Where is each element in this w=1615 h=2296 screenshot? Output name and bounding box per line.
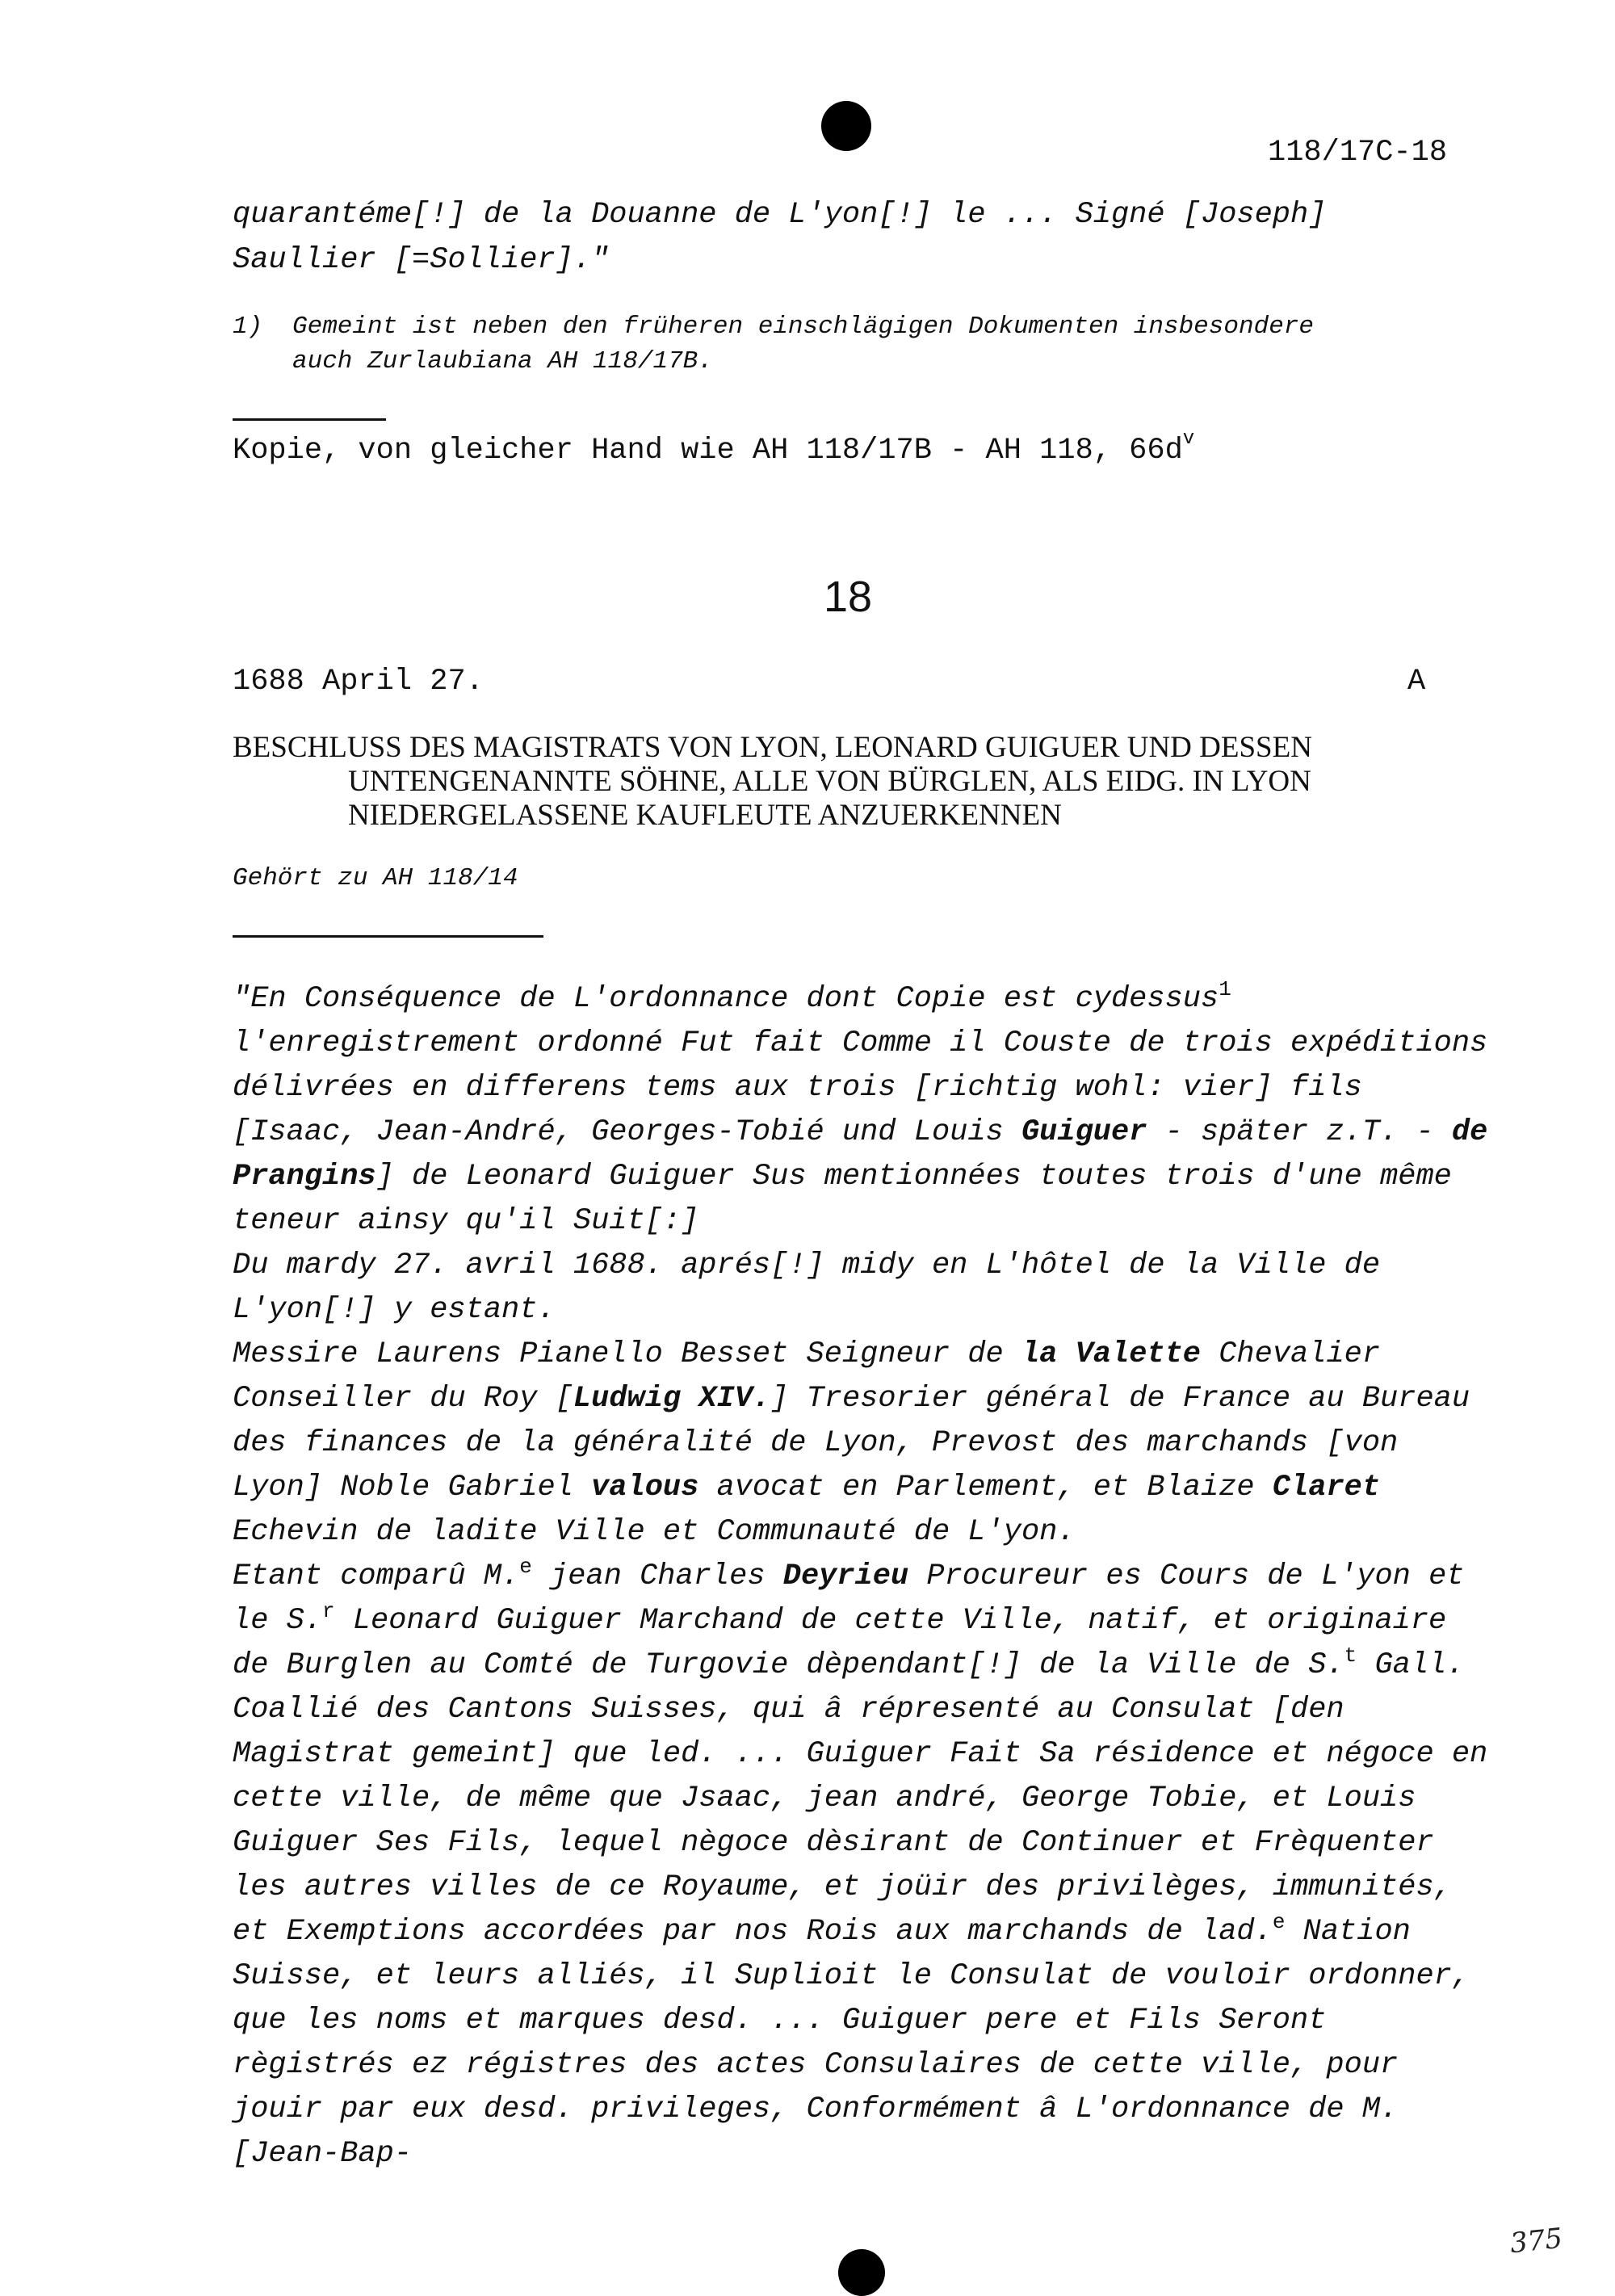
document-grade: A	[1407, 665, 1426, 699]
footnote	[233, 309, 1436, 379]
document-title	[233, 731, 1476, 833]
title-line-1: BESCHLUSS DES MAGISTRATS VON LYON, LEONARD GUIGUER UND DESSEN	[233, 731, 1312, 764]
page-reference: 118/17C-18	[1268, 136, 1448, 170]
belongs-to-note: Gehört zu AH 118/14	[233, 864, 518, 892]
transcription-body	[233, 977, 1492, 2176]
document-date: 1688 April 27.	[233, 665, 484, 699]
title-line-2: UNTENGENANNTE SÖHNE, ALLE VON BÜRGLEN, ALS EIDG. IN LYON	[348, 765, 1311, 798]
footnote-line2: auch Zurlaubiana AH 118/17B.	[292, 347, 713, 376]
footnote-line1: Gemeint ist neben den früheren einschlägigen Dokumenten insbesondere	[292, 313, 1315, 341]
source-note	[233, 428, 1195, 468]
footnote-number: 1)	[233, 313, 263, 341]
paragraph-3: Messire Laurens Pianello Besset Seigneur de la Valette Chevalier Conseiller du Roy [Ludwig XIV.] Tresorier général de France au Bureau des finances de la généralité de Lyon, Prevost des marchands [von Lyon] Noble Gabriel valous avocat en Parlement, et Blaize Claret Echevin de ladite Ville et Communauté de L'yon.	[233, 1337, 1470, 1549]
punch-hole-bottom	[838, 2249, 885, 2296]
divider-rule-2	[233, 935, 543, 938]
punch-hole-top	[821, 101, 871, 151]
source-text: Kopie, von gleicher Hand wie AH 118/17B - AH 118, 66d	[233, 434, 1183, 468]
title-line-3: NIEDERGELASSENE KAUFLEUTE ANZUERKENNEN	[348, 799, 1062, 832]
handwritten-page-mark: 375	[1508, 2222, 1564, 2260]
divider-rule-1	[233, 418, 386, 421]
paragraph-1: "En Conséquence de L'ordonnance dont Copie est cydessus$^1$ l'enregistrement ordonné Fut fait Comme il Couste de trois expéditions délivrées en differens tems aux trois [richtig wohl: vier] fils [Isaac, Jean-André, Georges-Tobié und Louis Guiguer - später z.T. - de Prangins] de Leonard Guiguer Sus mentionnées toutes trois d'une même teneur ainsy qu'il Suit[:]	[233, 977, 1488, 1238]
source-superscript: v	[1182, 428, 1195, 450]
paragraph-2: Du mardy 27. avril 1688. aprés[!] midy en L'hôtel de la Ville de L'yon[!] y estant.	[233, 1249, 1381, 1327]
continuation-text: quarantéme[!] de la Douanne de L'yon[!] le ... Signé [Joseph] Saullier [=Sollier]."	[233, 198, 1327, 277]
document-number: 18	[823, 573, 873, 621]
paragraph-4: Etant comparû M.$^e$ jean Charles Deyrieu Procureur es Cours de L'yon et le S.$^r$ Leonard Guiguer Marchand de cette Ville, natif, et originaire de Burglen au Comté de Turgovie dèpendant[!] de la Ville de S.$^t$ Gall. Coallié des Cantons Suisses, qui â répresenté au Consulat [den Magistrat gemeint] que led. ... Guiguer Fait Sa résidence et négoce en cette ville, de même que Jsaac, jean andré, George Tobie, et Louis Guiguer Ses Fils, lequel nègoce dèsirant de Continuer et Frèquenter les autres villes de ce Royaume, et joüir des privilèges, immunités, et Exemptions accordées par nos Rois aux marchands de lad.$^e$ Nation Suisse, et leurs alliés, il Suplioit le Consulat de vouloir ordonner, que les noms et marques desd. ... Guiguer pere et Fils Seront règistrés ez régistres des actes Consulaires de cette ville, pour jouir par eux desd. privileges, Conformément â L'ordonnance de M. [Jean-Bap-	[233, 1555, 1488, 2171]
